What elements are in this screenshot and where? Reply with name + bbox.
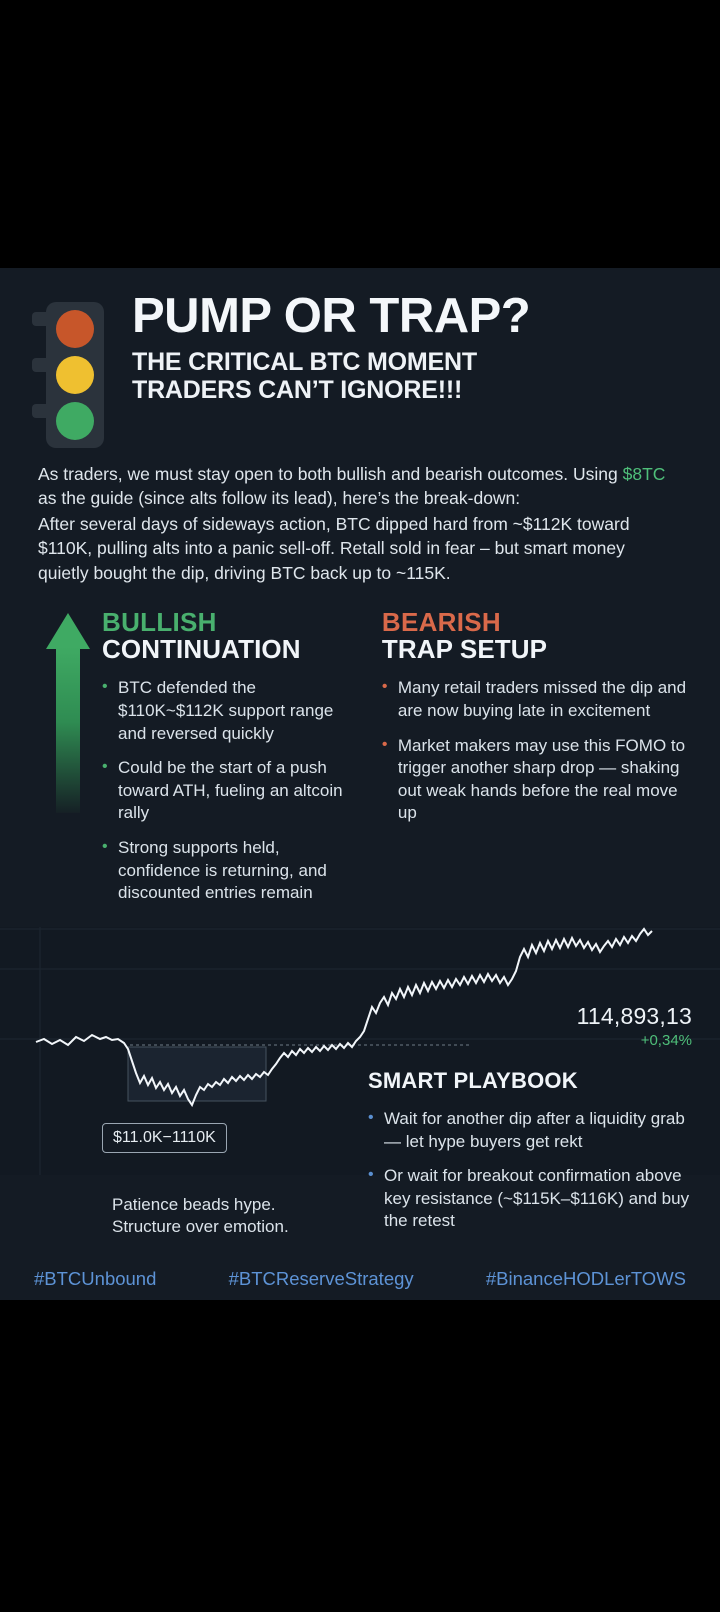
hashtag-link[interactable]: #BTCReserveStrategy [228,1268,414,1289]
bullish-bullet-list [102,677,358,904]
header [0,268,720,448]
intro-p1-part2: as the guide (since alts follow its lead), here’s the break-down: [38,488,521,509]
subtitle [132,348,680,404]
bearish-subheading: TRAP SETUP [381,634,548,664]
list-item: • Could be the start of a push toward ATH, fueling an altcoin rally [102,757,358,825]
intro-paragraph-1 [38,462,680,510]
list-item: • Market makers may use this FOMO to trigger another sharp drop — shaking out weak hands before the real move up [382,735,690,825]
bullish-kicker: BULLISH [102,606,217,637]
subtitle-line-1: THE CRITICAL BTC MOMENT [132,348,477,377]
up-arrow-shape [46,613,90,813]
bullish-column [36,606,358,917]
infographic-card [0,268,720,1300]
bearish-kicker: BEARISH [381,606,502,637]
list-item: • BTC defended the $110K~$112K support range and reversed quickly [102,677,358,745]
hashtag-link[interactable]: #BTCUnbound [34,1268,157,1289]
list-item: • Many retail traders missed the dip and are now buying late in excitement [382,677,690,722]
subtitle-line-2: TRADERS CAN’T IGNORE!!! [132,376,463,405]
motto-line-1: Patience beads hype. [112,1195,276,1214]
traffic-light-green-lamp [56,402,94,440]
hashtag-link[interactable]: #BinanceHODLerTOWS [485,1268,686,1289]
bearish-column [368,606,690,917]
outcome-columns [0,587,720,917]
motto-line-2: Structure over emotion. [112,1217,289,1237]
playbook-title: SMART PLAYBOOK [368,1068,578,1093]
motto-text [112,1194,289,1238]
hashtag-row [0,1268,720,1290]
list-item: • Or wait for breakout confirmation above key resistance (~$115K–$116K) and buy the retest [368,1165,690,1233]
price-readout [577,1003,692,1049]
traffic-light-yellow-lamp [56,356,94,394]
traffic-light-red-lamp [56,310,94,348]
title-block [110,289,680,405]
list-item: • Strong supports held, confidence is returning, and discounted entries remain [102,837,358,905]
bullish-heading [102,606,358,664]
intro-p1-part1: As traders, we must stay open to both bullish and bearish outcomes. Using [38,464,623,484]
range-label: $11.0K−1110K [102,1123,227,1153]
bullish-subheading: CONTINUATION [102,634,301,664]
traffic-light-icon [40,302,110,448]
price-change: +0,34% [640,1031,692,1049]
up-arrow-stem [56,647,80,813]
list-item: • Wait for another dip after a liquidity grab — let hype buyers get rekt [368,1108,690,1153]
intro-text [0,448,720,585]
smart-playbook [368,1068,690,1245]
playbook-bullet-list [368,1108,690,1233]
traffic-light-body [46,302,104,448]
ticker-label: $8TC [622,464,666,484]
bearish-bullet-list [382,677,690,825]
up-arrow-head [46,613,90,649]
intro-paragraph-2: After several days of sideways action, BTC dipped hard from ~$112K toward $110K, pulling alts into a panic sell-off. Retall sold in fear – but smart money quietly bought the dip, driving BTC back up to ~115K. [38,514,630,583]
price-value: 114,893,13 [576,1002,692,1029]
page-title: PUMP OR TRAP? [132,289,531,343]
bearish-heading [381,606,690,664]
up-arrow-icon [36,609,102,809]
